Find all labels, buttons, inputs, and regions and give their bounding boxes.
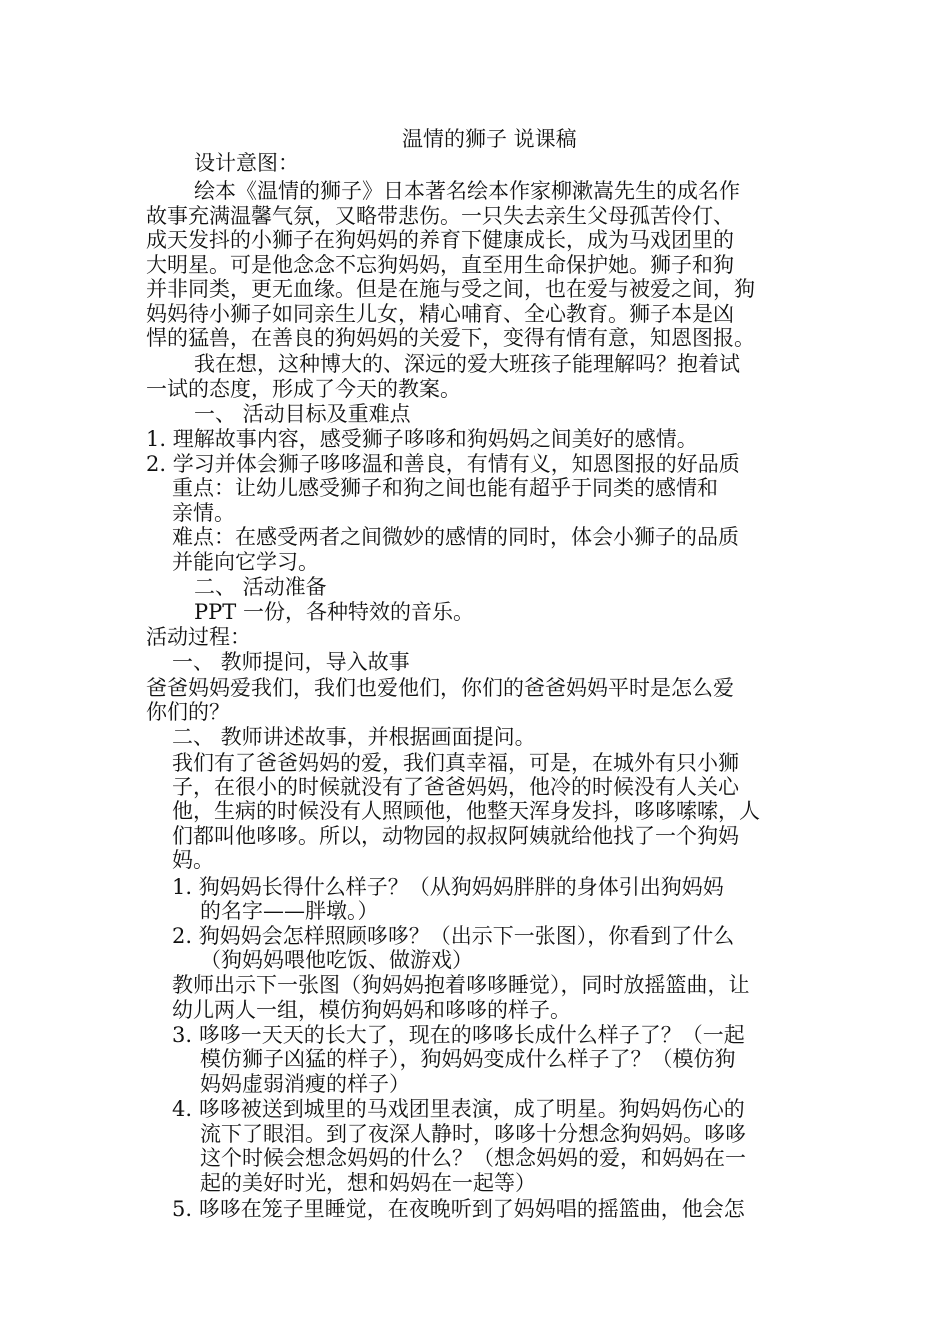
text-line: 2. 狗妈妈会怎样照顾哆哆？（出示下一张图），你看到了什么 [172, 924, 735, 948]
text-line: 2. 学习并体会狮子哆哆温和善良，有情有义，知恩图报的好品质 [146, 452, 740, 476]
text-line: 重点：让幼儿感受狮子和狗之间也能有超乎于同类的感情和 [172, 476, 718, 500]
text-line: 4. 哆哆被送到城里的马戏团里表演，成了明星。狗妈妈伤心的 [172, 1097, 745, 1121]
text-line: 1. 狗妈妈长得什么样子？（从狗妈妈胖胖的身体引出狗妈妈 [172, 875, 724, 899]
text-line: 并能向它学习。 [172, 550, 319, 574]
text-line: 成天发抖的小狮子在狗妈妈的养育下健康成长，成为马戏团里的 [146, 228, 734, 252]
text-line: 爸爸妈妈爱我们，我们也爱他们，你们的爸爸妈妈平时是怎么爱 [146, 676, 734, 700]
page-title: 温情的狮子 说课稿 [402, 127, 577, 151]
text-line: 一试的态度，形成了今天的教案。 [146, 377, 461, 401]
text-line: 3. 哆哆一天天的长大了，现在的哆哆长成什么样子了？（一起 [172, 1023, 745, 1047]
text-line: 的名字——胖墩。） [200, 899, 379, 923]
text-line: 妈妈待小狮子如同亲生儿女，精心哺育、全心教育。狮子本是凶 [146, 302, 734, 326]
text-line: 流下了眼泪。到了夜深人静时，哆哆十分想念狗妈妈。哆哆 [200, 1122, 746, 1146]
text-line: 妈。 [172, 848, 214, 872]
text-line: 他，生病的时候没有人照顾他，他整天浑身发抖，哆哆嗦嗦，人 [172, 799, 760, 823]
text-line: 难点：在感受两者之间微妙的感情的同时，体会小狮子的品质 [172, 525, 739, 549]
text-line: PPT 一份，各种特效的音乐。 [194, 600, 474, 624]
text-line: 幼儿两人一组，模仿狗妈妈和哆哆的样子。 [172, 998, 571, 1022]
text-line: 你们的？ [146, 700, 230, 724]
text-line: 模仿狮子凶猛的样子），狗妈妈变成什么样子了？（模仿狗 [200, 1047, 736, 1071]
text-line: 二、 活动准备 [194, 575, 327, 599]
text-line: 故事充满温馨气氛，又略带悲伤。一只失去亲生父母孤苦伶仃、 [146, 204, 734, 228]
text-line: 一、 教师提问，导入故事 [172, 650, 410, 674]
text-line: 起的美好时光，想和妈妈在一起等） [200, 1171, 536, 1195]
text-line: （狗妈妈喂他吃饭、做游戏） [200, 948, 473, 972]
text-line: 我在想，这种博大的、深远的爱大班孩子能理解吗？抱着试 [194, 352, 740, 376]
text-line: 绘本《温情的狮子》日本著名绘本作家柳漱嵩先生的成名作 [194, 179, 740, 203]
text-line: 们都叫他哆哆。所以，动物园的叔叔阿姨就给他找了一个狗妈 [172, 824, 739, 848]
text-line: 妈妈虚弱消瘦的样子） [200, 1072, 410, 1096]
text-line: 5. 哆哆在笼子里睡觉，在夜晚听到了妈妈唱的摇篮曲，他会怎 [172, 1197, 745, 1221]
text-line: 活动过程： [146, 625, 251, 649]
text-line: 并非同类，更无血缘。但是在施与受之间，也在爱与被爱之间，狗 [146, 277, 755, 301]
text-line: 这个时候会想念妈妈的什么？（想念妈妈的爱，和妈妈在一 [200, 1146, 746, 1170]
text-line: 我们有了爸爸妈妈的爱，我们真幸福，可是，在城外有只小狮 [172, 751, 739, 775]
text-line: 大明星。可是他念念不忘狗妈妈，直至用生命保护她。狮子和狗 [146, 253, 734, 277]
text-line: 一、 活动目标及重难点 [194, 402, 411, 426]
text-line: 二、 教师讲述故事，并根据画面提问。 [172, 725, 536, 749]
text-line: 教师出示下一张图（狗妈妈抱着哆哆睡觉），同时放摇篮曲，让 [172, 973, 750, 997]
text-line: 悍的猛兽，在善良的狗妈妈的关爱下，变得有情有意，知恩图报。 [146, 326, 755, 350]
text-line: 设计意图： [194, 151, 299, 175]
text-line: 1. 理解故事内容，感受狮子哆哆和狗妈妈之间美好的感情。 [146, 427, 698, 451]
text-line: 亲情。 [172, 501, 235, 525]
text-line: 子，在很小的时候就没有了爸爸妈妈，他冷的时候没有人关心 [172, 775, 739, 799]
